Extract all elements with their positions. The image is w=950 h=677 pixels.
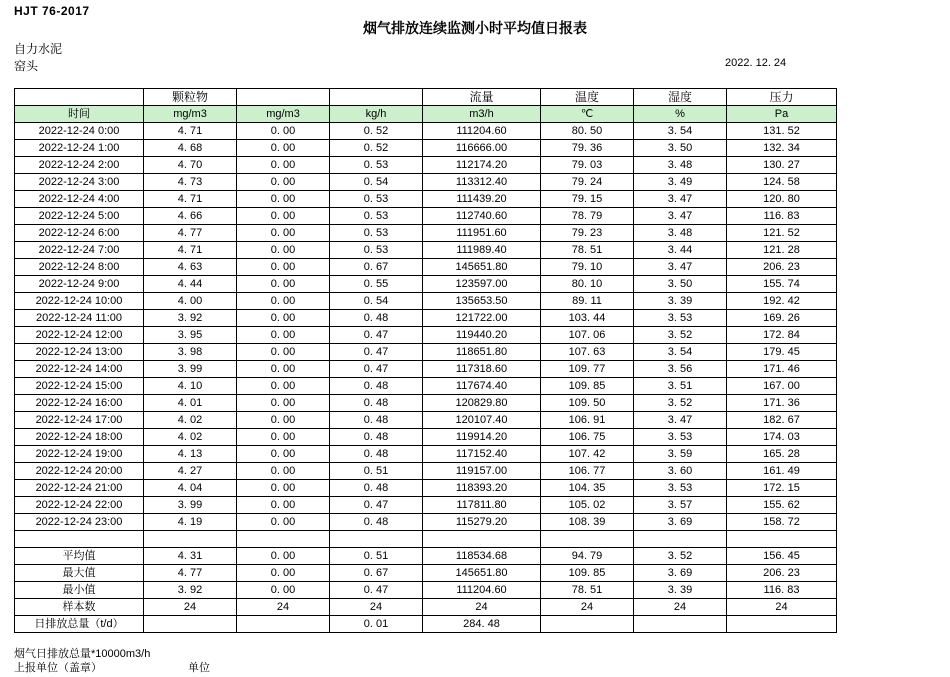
cell-pm-conc2: 0. 00 <box>237 225 330 242</box>
cell-pm-conc2: 0. 00 <box>237 157 330 174</box>
cell-pm-rate: 0. 55 <box>330 276 423 293</box>
table-row <box>15 276 837 293</box>
cell-pressure: 116. 83 <box>727 208 837 225</box>
table-row <box>15 497 837 514</box>
cell-pm-conc2: 0. 00 <box>237 327 330 344</box>
cell-pm-conc2: 0. 00 <box>237 446 330 463</box>
spacer-cell <box>423 531 541 548</box>
cell-pressure: 131. 52 <box>727 123 837 140</box>
cell-flow: 111204.60 <box>423 123 541 140</box>
cell-pressure: 172. 15 <box>727 480 837 497</box>
cell-pm-rate: 0. 54 <box>330 293 423 310</box>
cell-pm-rate: 0. 53 <box>330 208 423 225</box>
cell-pm-rate: 0. 47 <box>330 497 423 514</box>
table-row <box>15 463 837 480</box>
cell-humidity: 3. 49 <box>634 174 727 191</box>
cell-flow: 119440.20 <box>423 327 541 344</box>
cell-pressure: 121. 28 <box>727 242 837 259</box>
summary-pm-rate: 0. 67 <box>330 565 423 582</box>
cell-time: 2022-12-24 2:00 <box>15 157 144 174</box>
cell-pm-conc2: 0. 00 <box>237 293 330 310</box>
cell-pm-conc: 4. 71 <box>144 123 237 140</box>
summary-pm-conc: 3. 92 <box>144 582 237 599</box>
cell-pressure: 171. 36 <box>727 395 837 412</box>
spacer-cell <box>541 531 634 548</box>
cell-temp: 106. 75 <box>541 429 634 446</box>
spacer-cell <box>727 531 837 548</box>
cell-pm-conc: 3. 99 <box>144 361 237 378</box>
cell-humidity: 3. 56 <box>634 361 727 378</box>
cell-pm-conc: 3. 98 <box>144 344 237 361</box>
cell-humidity: 3. 54 <box>634 344 727 361</box>
table-unit-header-row <box>15 106 837 123</box>
table-row <box>15 395 837 412</box>
cell-time: 2022-12-24 0:00 <box>15 123 144 140</box>
cell-pm-conc: 4. 63 <box>144 259 237 276</box>
unit-header-cell: mg/m3 <box>237 106 330 123</box>
cell-humidity: 3. 48 <box>634 157 727 174</box>
cell-pm-conc: 4. 71 <box>144 242 237 259</box>
cell-flow: 111951.60 <box>423 225 541 242</box>
cell-flow: 112174.20 <box>423 157 541 174</box>
cell-temp: 89. 11 <box>541 293 634 310</box>
table-row <box>15 344 837 361</box>
cell-temp: 79. 36 <box>541 140 634 157</box>
cell-temp: 80. 10 <box>541 276 634 293</box>
summary-flow: 111204.60 <box>423 582 541 599</box>
cell-pm-conc: 4. 02 <box>144 412 237 429</box>
table-group-header-row <box>15 89 837 106</box>
summary-row-average <box>15 548 837 565</box>
cell-flow: 117811.80 <box>423 497 541 514</box>
cell-flow: 117674.40 <box>423 378 541 395</box>
summary-temp <box>541 616 634 633</box>
cell-pm-rate: 0. 48 <box>330 446 423 463</box>
facility-unit-name: 窑头 <box>14 59 39 73</box>
cell-pm-conc2: 0. 00 <box>237 191 330 208</box>
summary-label: 最小值 <box>15 582 144 599</box>
cell-time: 2022-12-24 21:00 <box>15 480 144 497</box>
summary-pressure: 116. 83 <box>727 582 837 599</box>
summary-humidity: 24 <box>634 599 727 616</box>
table-row <box>15 446 837 463</box>
cell-flow: 123597.00 <box>423 276 541 293</box>
summary-pm-conc <box>144 616 237 633</box>
cell-pm-conc: 4. 70 <box>144 157 237 174</box>
cell-pm-rate: 0. 48 <box>330 310 423 327</box>
cell-pm-rate: 0. 51 <box>330 463 423 480</box>
cell-temp: 104. 35 <box>541 480 634 497</box>
summary-pressure: 156. 45 <box>727 548 837 565</box>
emissions-table <box>14 88 837 633</box>
cell-temp: 107. 42 <box>541 446 634 463</box>
summary-pressure <box>727 616 837 633</box>
group-header-cell <box>330 89 423 106</box>
cell-humidity: 3. 53 <box>634 310 727 327</box>
cell-pm-conc: 4. 27 <box>144 463 237 480</box>
table-row <box>15 123 837 140</box>
summary-flow: 284. 48 <box>423 616 541 633</box>
cell-pm-conc: 4. 44 <box>144 276 237 293</box>
cell-pm-conc: 4. 73 <box>144 174 237 191</box>
footer-reporting-unit: 上报单位（盖章） <box>14 662 102 674</box>
cell-pm-rate: 0. 47 <box>330 327 423 344</box>
cell-pressure: 206. 23 <box>727 259 837 276</box>
cell-temp: 78. 79 <box>541 208 634 225</box>
cell-pm-conc: 3. 95 <box>144 327 237 344</box>
standard-code: HJT 76-2017 <box>14 4 90 18</box>
cell-pm-rate: 0. 48 <box>330 514 423 531</box>
cell-temp: 79. 10 <box>541 259 634 276</box>
cell-temp: 79. 23 <box>541 225 634 242</box>
summary-humidity: 3. 69 <box>634 565 727 582</box>
cell-pressure: 171. 46 <box>727 361 837 378</box>
table-row <box>15 191 837 208</box>
cell-pressure: 132. 34 <box>727 140 837 157</box>
summary-pm-conc2: 24 <box>237 599 330 616</box>
cell-flow: 135653.50 <box>423 293 541 310</box>
cell-pm-conc: 4. 19 <box>144 514 237 531</box>
cell-humidity: 3. 39 <box>634 293 727 310</box>
cell-humidity: 3. 47 <box>634 208 727 225</box>
cell-pm-conc: 4. 04 <box>144 480 237 497</box>
cell-temp: 109. 77 <box>541 361 634 378</box>
cell-humidity: 3. 53 <box>634 429 727 446</box>
cell-time: 2022-12-24 3:00 <box>15 174 144 191</box>
cell-pm-conc2: 0. 00 <box>237 378 330 395</box>
group-header-cell: 温度 <box>541 89 634 106</box>
cell-pm-rate: 0. 53 <box>330 191 423 208</box>
cell-pm-conc: 4. 68 <box>144 140 237 157</box>
cell-humidity: 3. 57 <box>634 497 727 514</box>
cell-flow: 111439.20 <box>423 191 541 208</box>
spacer-cell <box>15 531 144 548</box>
cell-pressure: 130. 27 <box>727 157 837 174</box>
table-row <box>15 480 837 497</box>
cell-humidity: 3. 69 <box>634 514 727 531</box>
summary-row-daily-total <box>15 616 837 633</box>
summary-row-min <box>15 582 837 599</box>
unit-header-cell: m3/h <box>423 106 541 123</box>
cell-time: 2022-12-24 11:00 <box>15 310 144 327</box>
group-header-cell: 压力 <box>727 89 837 106</box>
cell-humidity: 3. 44 <box>634 242 727 259</box>
summary-row-max <box>15 565 837 582</box>
summary-pm-conc2: 0. 00 <box>237 565 330 582</box>
cell-humidity: 3. 54 <box>634 123 727 140</box>
cell-flow: 111989.40 <box>423 242 541 259</box>
summary-pm-conc2: 0. 00 <box>237 582 330 599</box>
cell-pm-conc: 3. 92 <box>144 310 237 327</box>
cell-pm-conc2: 0. 00 <box>237 361 330 378</box>
cell-pressure: 165. 28 <box>727 446 837 463</box>
cell-pm-conc: 4. 13 <box>144 446 237 463</box>
page-title: 烟气排放连续监测小时平均值日报表 <box>363 20 587 36</box>
cell-temp: 79. 24 <box>541 174 634 191</box>
cell-humidity: 3. 52 <box>634 327 727 344</box>
cell-pm-rate: 0. 48 <box>330 378 423 395</box>
table-row <box>15 310 837 327</box>
table-row <box>15 378 837 395</box>
table-row <box>15 242 837 259</box>
cell-pm-rate: 0. 52 <box>330 123 423 140</box>
cell-time: 2022-12-24 17:00 <box>15 412 144 429</box>
cell-pm-conc2: 0. 00 <box>237 208 330 225</box>
cell-flow: 115279.20 <box>423 514 541 531</box>
summary-flow: 24 <box>423 599 541 616</box>
summary-pm-conc: 4. 31 <box>144 548 237 565</box>
cell-pm-conc2: 0. 00 <box>237 140 330 157</box>
cell-humidity: 3. 50 <box>634 140 727 157</box>
summary-humidity: 3. 39 <box>634 582 727 599</box>
unit-header-cell: % <box>634 106 727 123</box>
cell-humidity: 3. 60 <box>634 463 727 480</box>
cell-temp: 78. 51 <box>541 242 634 259</box>
unit-header-cell: kg/h <box>330 106 423 123</box>
summary-label: 平均值 <box>15 548 144 565</box>
unit-header-cell: 时间 <box>15 106 144 123</box>
cell-pm-conc2: 0. 00 <box>237 497 330 514</box>
cell-pm-rate: 0. 53 <box>330 225 423 242</box>
cell-temp: 80. 50 <box>541 123 634 140</box>
summary-temp: 109. 85 <box>541 565 634 582</box>
cell-flow: 113312.40 <box>423 174 541 191</box>
cell-temp: 109. 85 <box>541 378 634 395</box>
summary-label: 样本数 <box>15 599 144 616</box>
table-row <box>15 259 837 276</box>
cell-flow: 112740.60 <box>423 208 541 225</box>
summary-temp: 78. 51 <box>541 582 634 599</box>
summary-pm-rate: 0. 47 <box>330 582 423 599</box>
cell-temp: 106. 77 <box>541 463 634 480</box>
cell-flow: 118393.20 <box>423 480 541 497</box>
cell-time: 2022-12-24 10:00 <box>15 293 144 310</box>
cell-pressure: 169. 26 <box>727 310 837 327</box>
cell-time: 2022-12-24 7:00 <box>15 242 144 259</box>
summary-row-sample-count <box>15 599 837 616</box>
cell-pm-conc2: 0. 00 <box>237 276 330 293</box>
table-row <box>15 429 837 446</box>
cell-humidity: 3. 50 <box>634 276 727 293</box>
summary-flow: 118534.68 <box>423 548 541 565</box>
cell-time: 2022-12-24 8:00 <box>15 259 144 276</box>
summary-temp: 94. 79 <box>541 548 634 565</box>
summary-pm-conc: 4. 77 <box>144 565 237 582</box>
cell-flow: 119157.00 <box>423 463 541 480</box>
cell-flow: 119914.20 <box>423 429 541 446</box>
spacer-cell <box>144 531 237 548</box>
cell-time: 2022-12-24 12:00 <box>15 327 144 344</box>
cell-time: 2022-12-24 13:00 <box>15 344 144 361</box>
cell-pressure: 121. 52 <box>727 225 837 242</box>
summary-label: 最大值 <box>15 565 144 582</box>
cell-pm-conc2: 0. 00 <box>237 429 330 446</box>
cell-pm-conc: 4. 01 <box>144 395 237 412</box>
cell-pm-conc: 4. 10 <box>144 378 237 395</box>
spacer-cell <box>634 531 727 548</box>
cell-flow: 116666.00 <box>423 140 541 157</box>
cell-pm-rate: 0. 47 <box>330 344 423 361</box>
cell-pm-rate: 0. 48 <box>330 429 423 446</box>
cell-pm-conc2: 0. 00 <box>237 412 330 429</box>
cell-time: 2022-12-24 6:00 <box>15 225 144 242</box>
cell-humidity: 3. 52 <box>634 395 727 412</box>
cell-pressure: 192. 42 <box>727 293 837 310</box>
unit-header-cell: Pa <box>727 106 837 123</box>
cell-pm-rate: 0. 67 <box>330 259 423 276</box>
cell-flow: 121722.00 <box>423 310 541 327</box>
cell-humidity: 3. 47 <box>634 259 727 276</box>
cell-temp: 107. 06 <box>541 327 634 344</box>
summary-temp: 24 <box>541 599 634 616</box>
cell-pressure: 124. 58 <box>727 174 837 191</box>
group-header-cell: 湿度 <box>634 89 727 106</box>
cell-pm-conc2: 0. 00 <box>237 259 330 276</box>
group-header-cell: 流量 <box>423 89 541 106</box>
cell-temp: 106. 91 <box>541 412 634 429</box>
cell-pm-rate: 0. 47 <box>330 361 423 378</box>
summary-pm-rate: 0. 51 <box>330 548 423 565</box>
cell-pm-conc2: 0. 00 <box>237 174 330 191</box>
cell-pm-conc2: 0. 00 <box>237 480 330 497</box>
cell-time: 2022-12-24 22:00 <box>15 497 144 514</box>
cell-time: 2022-12-24 4:00 <box>15 191 144 208</box>
cell-time: 2022-12-24 9:00 <box>15 276 144 293</box>
cell-pm-conc2: 0. 00 <box>237 310 330 327</box>
cell-pressure: 161. 49 <box>727 463 837 480</box>
cell-time: 2022-12-24 19:00 <box>15 446 144 463</box>
cell-pressure: 172. 84 <box>727 327 837 344</box>
cell-pm-conc2: 0. 00 <box>237 514 330 531</box>
summary-pm-conc2: 0. 00 <box>237 548 330 565</box>
cell-time: 2022-12-24 18:00 <box>15 429 144 446</box>
cell-pm-conc: 3. 99 <box>144 497 237 514</box>
cell-pm-rate: 0. 53 <box>330 242 423 259</box>
footer-unit-label: 单位 <box>188 662 210 674</box>
cell-time: 2022-12-24 1:00 <box>15 140 144 157</box>
summary-pm-rate: 0. 01 <box>330 616 423 633</box>
cell-pm-rate: 0. 48 <box>330 480 423 497</box>
cell-temp: 109. 50 <box>541 395 634 412</box>
cell-humidity: 3. 59 <box>634 446 727 463</box>
cell-time: 2022-12-24 15:00 <box>15 378 144 395</box>
cell-pressure: 182. 67 <box>727 412 837 429</box>
summary-pm-rate: 24 <box>330 599 423 616</box>
table-row <box>15 293 837 310</box>
summary-pm-conc: 24 <box>144 599 237 616</box>
unit-header-cell: ℃ <box>541 106 634 123</box>
spacer-cell <box>237 531 330 548</box>
cell-pressure: 174. 03 <box>727 429 837 446</box>
table-row <box>15 327 837 344</box>
table-row <box>15 412 837 429</box>
cell-pm-conc2: 0. 00 <box>237 463 330 480</box>
summary-pm-conc2 <box>237 616 330 633</box>
table-row <box>15 514 837 531</box>
cell-humidity: 3. 53 <box>634 480 727 497</box>
cell-flow: 118651.80 <box>423 344 541 361</box>
cell-pm-rate: 0. 52 <box>330 140 423 157</box>
summary-humidity: 3. 52 <box>634 548 727 565</box>
cell-temp: 79. 03 <box>541 157 634 174</box>
summary-flow: 145651.80 <box>423 565 541 582</box>
cell-humidity: 3. 47 <box>634 191 727 208</box>
cell-flow: 120107.40 <box>423 412 541 429</box>
group-header-cell: 颗粒物 <box>144 89 237 106</box>
cell-pressure: 179. 45 <box>727 344 837 361</box>
cell-pressure: 167. 00 <box>727 378 837 395</box>
cell-pm-conc: 4. 00 <box>144 293 237 310</box>
cell-pressure: 158. 72 <box>727 514 837 531</box>
footer-total-note: 烟气日排放总量*10000m3/h <box>14 648 151 660</box>
cell-humidity: 3. 51 <box>634 378 727 395</box>
cell-flow: 120829.80 <box>423 395 541 412</box>
summary-label: 日排放总量（t/d） <box>15 616 144 633</box>
table-row <box>15 208 837 225</box>
cell-pm-conc2: 0. 00 <box>237 395 330 412</box>
cell-pressure: 155. 62 <box>727 497 837 514</box>
cell-humidity: 3. 47 <box>634 412 727 429</box>
cell-temp: 108. 39 <box>541 514 634 531</box>
cell-pm-conc2: 0. 00 <box>237 242 330 259</box>
table-row <box>15 225 837 242</box>
cell-pm-conc: 4. 66 <box>144 208 237 225</box>
summary-pressure: 206. 23 <box>727 565 837 582</box>
group-header-cell <box>237 89 330 106</box>
table-spacer-row <box>15 531 837 548</box>
cell-flow: 145651.80 <box>423 259 541 276</box>
cell-pm-rate: 0. 48 <box>330 412 423 429</box>
table-row <box>15 157 837 174</box>
cell-temp: 107. 63 <box>541 344 634 361</box>
summary-humidity <box>634 616 727 633</box>
spacer-cell <box>330 531 423 548</box>
group-header-cell <box>15 89 144 106</box>
cell-temp: 79. 15 <box>541 191 634 208</box>
table-row <box>15 140 837 157</box>
table-row <box>15 174 837 191</box>
cell-pressure: 155. 74 <box>727 276 837 293</box>
cell-pm-conc2: 0. 00 <box>237 344 330 361</box>
cell-pm-conc: 4. 71 <box>144 191 237 208</box>
cell-time: 2022-12-24 20:00 <box>15 463 144 480</box>
cell-pressure: 120. 80 <box>727 191 837 208</box>
cell-flow: 117152.40 <box>423 446 541 463</box>
summary-pressure: 24 <box>727 599 837 616</box>
cell-temp: 103. 44 <box>541 310 634 327</box>
cell-flow: 117318.60 <box>423 361 541 378</box>
cell-temp: 105. 02 <box>541 497 634 514</box>
unit-header-cell: mg/m3 <box>144 106 237 123</box>
cell-pm-conc: 4. 77 <box>144 225 237 242</box>
cell-time: 2022-12-24 5:00 <box>15 208 144 225</box>
company-name: 自力水泥 <box>14 42 63 56</box>
table-row <box>15 361 837 378</box>
cell-time: 2022-12-24 14:00 <box>15 361 144 378</box>
cell-pm-conc: 4. 02 <box>144 429 237 446</box>
cell-pm-rate: 0. 53 <box>330 157 423 174</box>
cell-pm-rate: 0. 54 <box>330 174 423 191</box>
cell-pm-rate: 0. 48 <box>330 395 423 412</box>
cell-time: 2022-12-24 23:00 <box>15 514 144 531</box>
cell-humidity: 3. 48 <box>634 225 727 242</box>
cell-time: 2022-12-24 16:00 <box>15 395 144 412</box>
cell-pm-conc2: 0. 00 <box>237 123 330 140</box>
report-date: 2022. 12. 24 <box>725 57 787 69</box>
